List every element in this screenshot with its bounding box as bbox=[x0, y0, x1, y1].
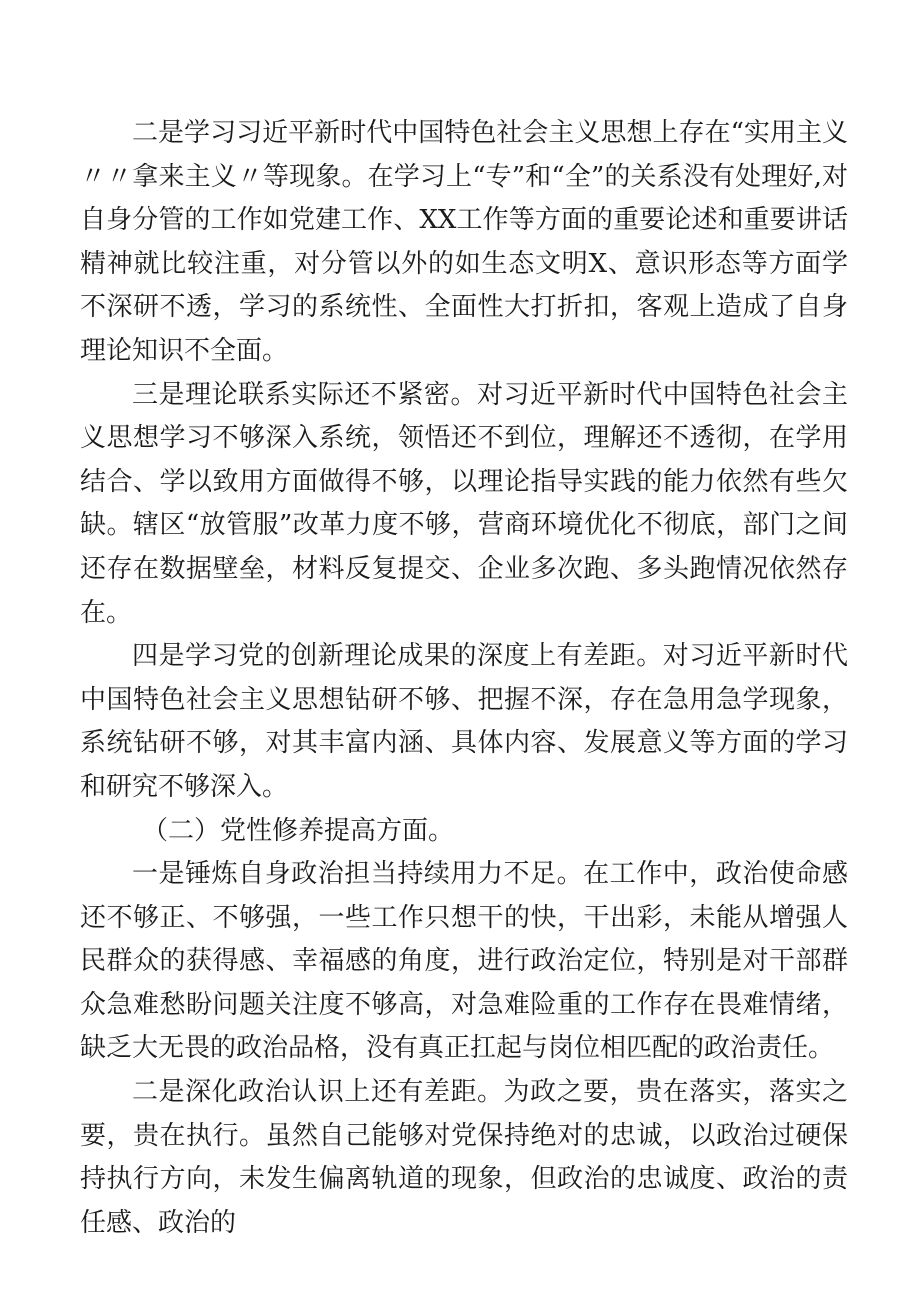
paragraph-study-pragmatism: 二是学习习近平新时代中国特色社会主义思想上存在“实用主义〃〃拿来主义〃等现象。在学习上“专”和“全”的关系没有处理好,对自身分管的工作如党建工作、XX工作等方面的重要论述和重要讲话精神就比较注重，对分管以外的如生态文明X、意识形态等方面学不深研不透，学习的系统性、全面性大打折扣，客观上造成了自身理论知识不全面。 bbox=[80, 118, 848, 366]
paragraph-theory-practice: 三是理论联系实际还不紧密。对习近平新时代中国特色社会主义思想学习不够深入系统，领悟还不到位，理解还不透彻，在学用结合、学以致用方面做得不够，以理论指导实践的能力依然有些欠缺。辖区“放管服”改革力度不够，营商环境优化不彻底，部门之间还存在数据壁垒，材料反复提交、企业多次跑、多头跑情况依然存在。 bbox=[80, 379, 848, 628]
paragraph-political-responsibility: 一是锤炼自身政治担当持续用力不足。在工作中，政治使命感还不够正、不够强，一些工作只想干的快，干出彩，未能从增强人民群众的获得感、幸福感的角度，进行政治定位，特别是对干部群众急难愁盼问题关注度不够高，对急难险重的工作存在畏难情绪，缺乏大无畏的政治品格，没有真正扛起与岗位相匹配的政治责任。 bbox=[80, 859, 848, 1064]
paragraph-innovation-depth: 四是学习党的创新理论成果的深度上有差距。对习近平新时代中国特色社会主义思想钻研不够、把握不深，存在急用急学现象，系统钻研不够，对其丰富内涵、具体内容、发展意义等方面的学习和研究不够深入。 bbox=[80, 641, 848, 802]
paragraph-political-awareness: 二是深化政治认识上还有差距。为政之要，贵在落实，落实之要，贵在执行。虽然自己能够对党保持绝对的忠诚，以政治过硬保持执行方向，未发生偏离轨道的现象，但政治的忠诚度、政治的责任感、政治的 bbox=[80, 1077, 848, 1238]
document-body bbox=[80, 112, 848, 1245]
section-heading-party-spirit: （二）党性修养提高方面。 bbox=[142, 815, 455, 846]
